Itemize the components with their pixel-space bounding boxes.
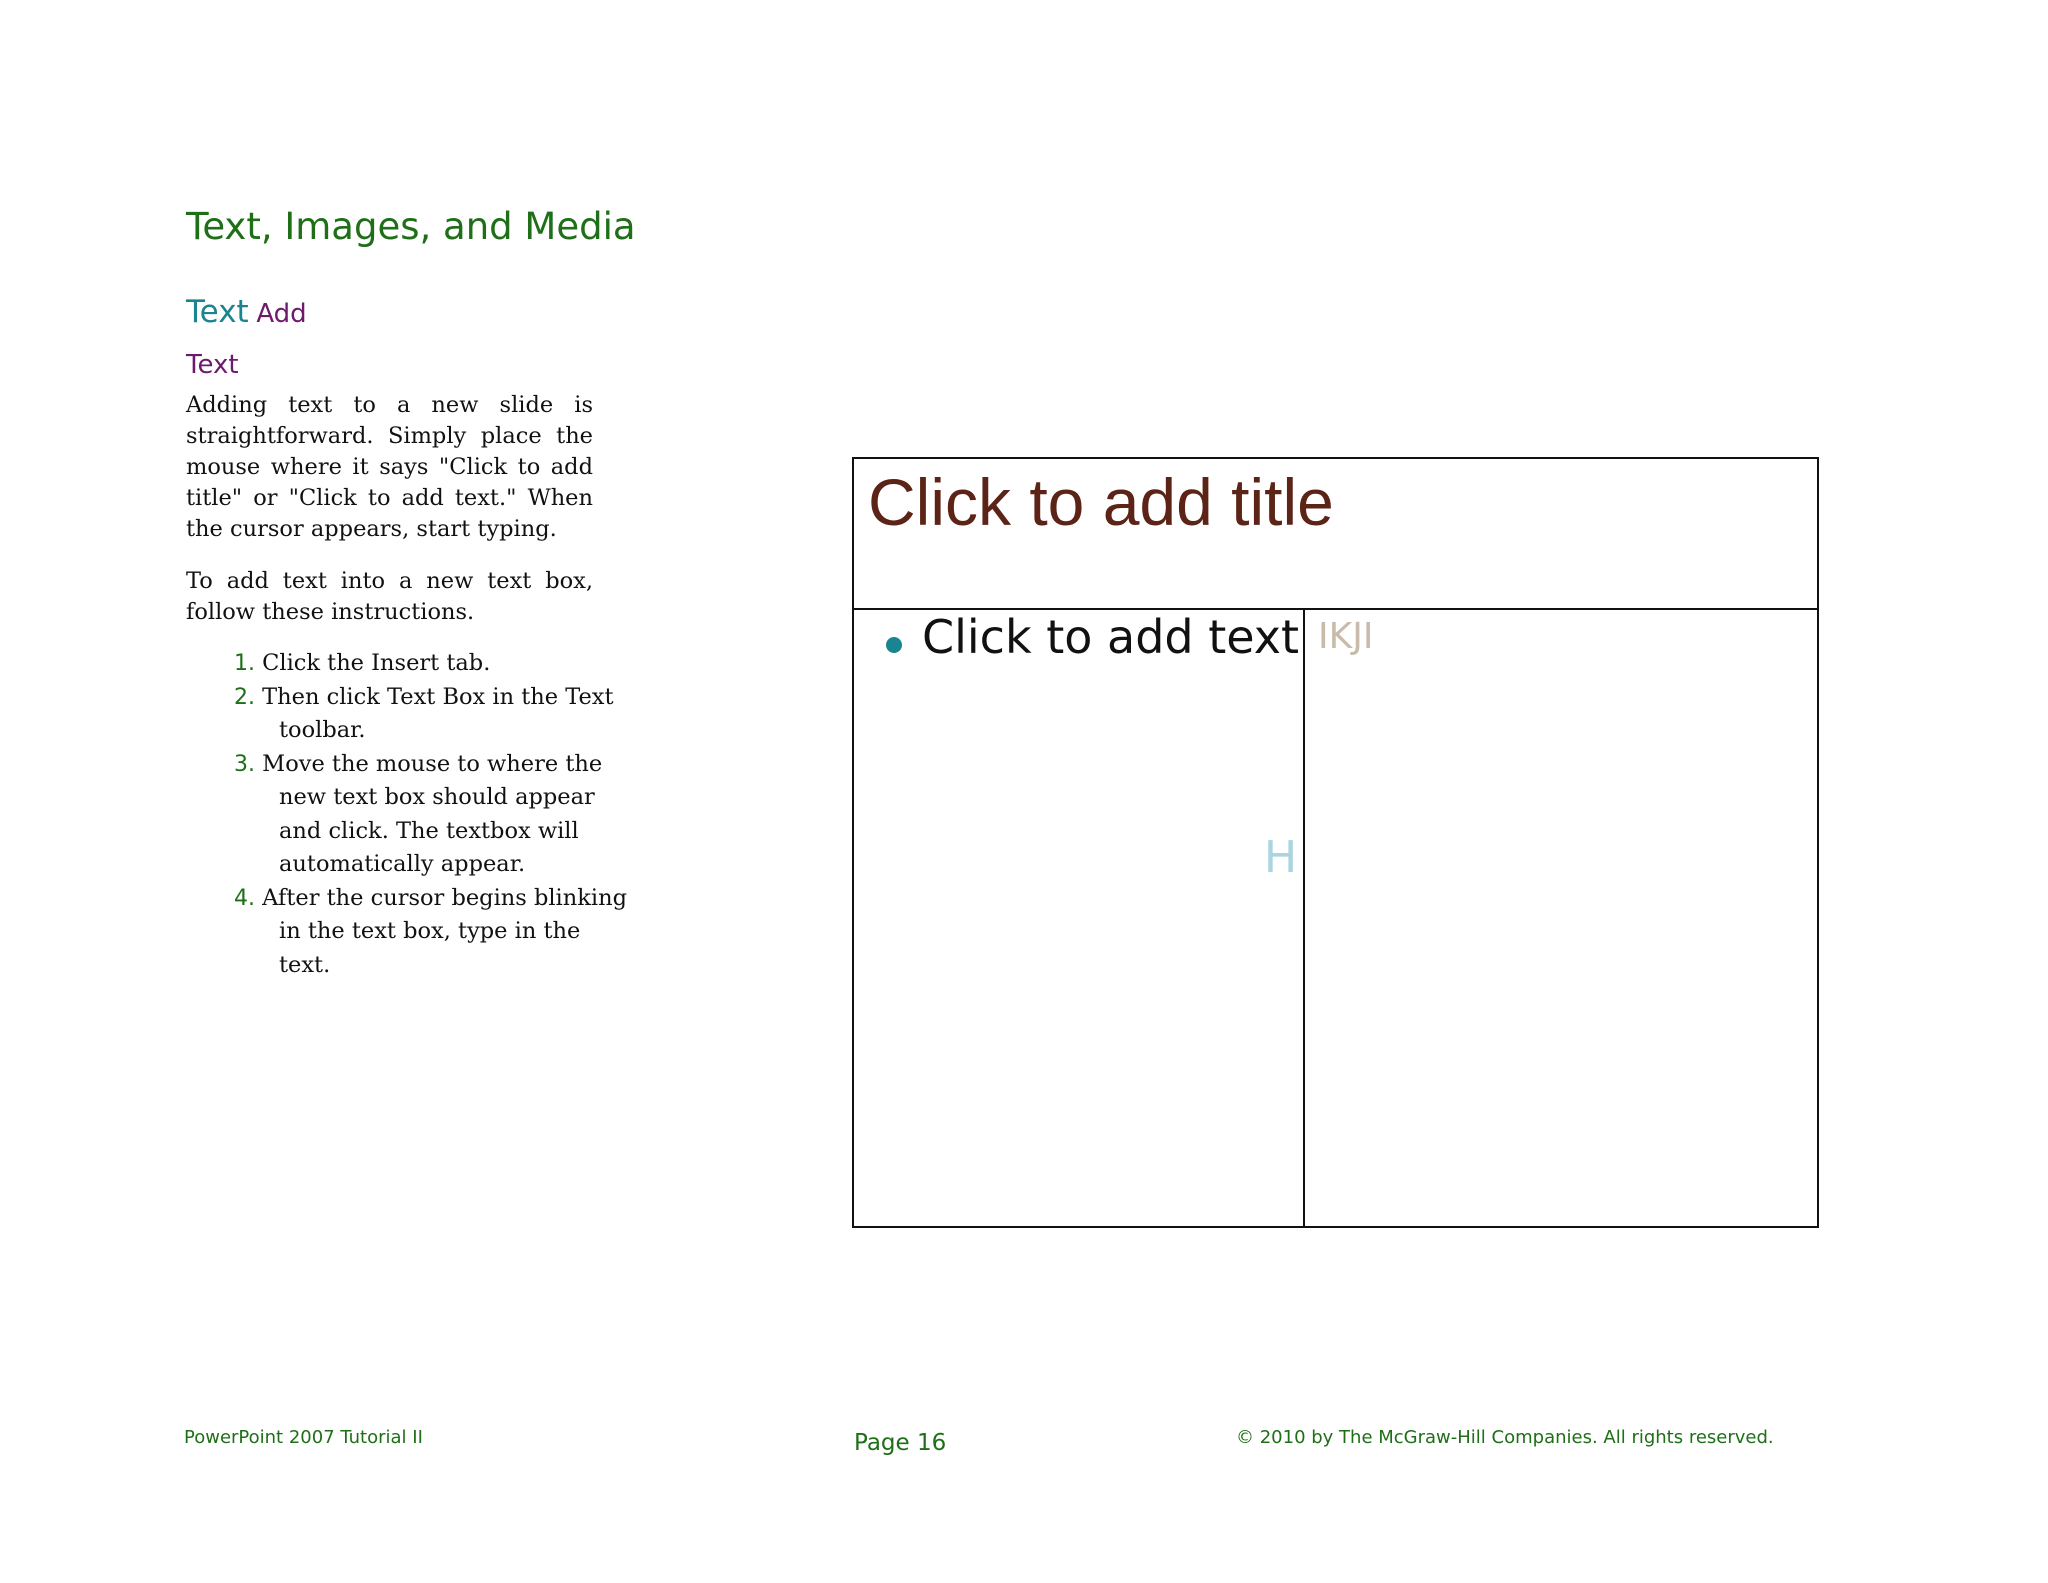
step-item [234, 681, 634, 748]
slide-title-placeholder[interactable] [854, 459, 1817, 610]
callout-letter-h: H [1264, 832, 1298, 883]
intro-paragraph: Adding text to a new slide is straightforward. Simply place the mouse where it says "Click to add title" or "Click to add text." When the cursor appears, start typing. [186, 392, 593, 542]
step-text: After the cursor begins blinking in the text box, type in the text. [262, 884, 627, 978]
subheading: Text [186, 350, 239, 380]
slide-text-placeholder[interactable] [854, 610, 1374, 1226]
step-number: 2. [234, 684, 255, 710]
section-heading-text: Text [186, 294, 249, 330]
footer-copyright: © 2010 by The McGraw-Hill Companies. All rights reserved. [1236, 1427, 1774, 1448]
callout-letters-ikji: IKJI [1318, 616, 1374, 657]
step-item [234, 748, 634, 882]
footer-page-number: Page 16 [854, 1430, 947, 1456]
step-number: 1. [234, 651, 255, 676]
step-text: Move the mouse to where the new text box should appear and click. The textbox will automatically appear. [262, 750, 603, 877]
steps-list [234, 647, 634, 982]
step-number: 3. [234, 751, 255, 777]
footer-left: PowerPoint 2007 Tutorial II [184, 1427, 423, 1448]
page-title: Text, Images, and Media [186, 205, 636, 248]
section-heading [186, 294, 307, 330]
step-number: 4. [234, 885, 255, 911]
bullet-icon [886, 637, 902, 653]
slide-text-label: Click to add text [922, 610, 1300, 664]
step-text: Then click Text Box in the Text toolbar. [262, 683, 614, 743]
instructions-paragraph: To add text into a new text box, follow these instructions. [186, 568, 593, 625]
step-item [234, 647, 634, 681]
section-heading-add: Add [256, 299, 307, 329]
slide-layout-diagram [852, 457, 1819, 1228]
slide-title-text: Click to add title [868, 465, 1334, 539]
step-text: Click the Insert tab. [262, 650, 491, 676]
step-item [234, 882, 634, 983]
